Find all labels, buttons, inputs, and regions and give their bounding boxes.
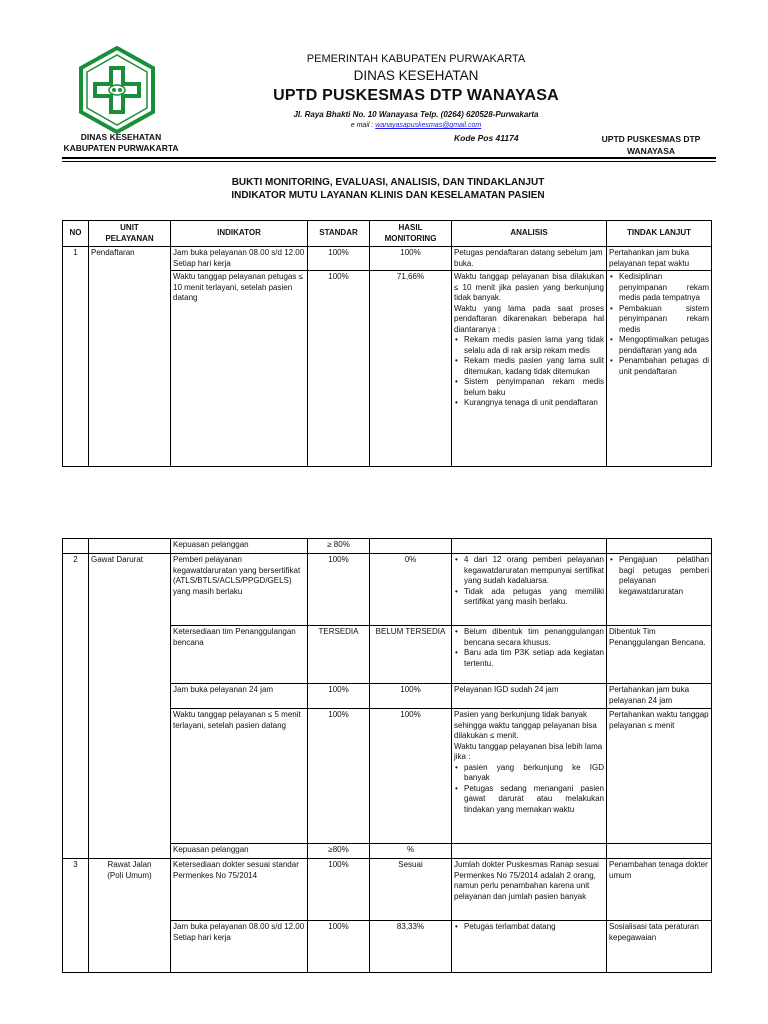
row-number: 1	[63, 247, 89, 467]
unit-line-2: (Poli Umum)	[107, 870, 152, 880]
list-item: • Penambahan petugas di unit pendaftaran	[619, 356, 709, 377]
indikator-cell: Waktu tanggap pelayanan petugas ≤ 10 menit terlayani, setelah pasien datang	[171, 271, 308, 467]
list-item: • Rekam medis pasien yang lama sulit ditemukan, kadang tidak ditemukan	[464, 356, 604, 377]
tindak-lanjut-bullet-list	[609, 272, 709, 377]
tindak-lanjut-cell	[607, 539, 712, 554]
unit-cell: Pendaftaran	[89, 247, 171, 467]
list-item: • Petugas terlambat datang	[464, 922, 604, 933]
analisis-cell: Petugas pendaftaran datang sebelum jam buka.	[452, 247, 607, 271]
logo-caption-line-1: DINAS KESEHATAN	[80, 132, 162, 142]
list-item: • Pengajuan pelatihan bagi petugas pemberi pelayanan kegawatdaruratan	[619, 555, 709, 597]
monitoring-table-part-1	[62, 220, 712, 467]
letterhead-address: Jl. Raya Bhakti No. 10 Wanayasa Telp. (0264) 620528-Purwakarta	[293, 110, 539, 119]
list-item: • 4 dari 12 orang pemberi pelayanan kegawatdaruratan mempunyai sertifikat yang sudah kadaluarsa.	[464, 555, 604, 587]
letterhead-rule-thick	[62, 157, 716, 159]
logo-caption-line-2: KABUPATEN PURWAKARTA	[63, 143, 179, 153]
analisis-paragraph: Pasien yang berkunjung tidak banyak sehingga waktu tanggap pelayanan bisa dilakukan ≤ menit.	[454, 710, 597, 740]
list-item: • pasien yang berkunjung ke IGD banyak	[464, 763, 604, 784]
standar-cell: 100%	[308, 554, 370, 626]
unit-cell	[89, 539, 171, 554]
letterhead-government: PEMERINTAH KABUPATEN PURWAKARTA	[306, 53, 526, 65]
col-header-indikator: INDIKATOR	[171, 221, 308, 247]
email-link[interactable]: wanayasapuskesmas@gmail.com	[375, 122, 482, 129]
postal-code: Kode Pos 41174	[454, 133, 519, 143]
standar-cell: ≥ 80%	[308, 539, 370, 554]
analisis-cell	[452, 539, 607, 554]
unit-cell: Gawat Darurat	[89, 554, 171, 859]
row-number: 3	[63, 859, 89, 973]
tindak-lanjut-cell: Pertahankan jam buka pelayanan 24 jam	[607, 684, 712, 709]
hasil-cell: 83,33%	[370, 921, 452, 973]
table-row	[63, 859, 712, 921]
table-header-row	[63, 221, 712, 247]
unit-line-1: Rawat Jalan	[107, 860, 152, 869]
indikator-cell: Jam buka pelayanan 24 jam	[171, 684, 308, 709]
analisis-bullet-list	[454, 627, 604, 669]
hasil-cell: Sesuai	[370, 859, 452, 921]
analisis-cell	[452, 626, 607, 684]
logo-caption	[46, 132, 196, 154]
col-header-no: NO	[63, 221, 89, 247]
letterhead-email-line	[196, 121, 636, 131]
hasil-cell: 100%	[370, 247, 452, 271]
letterhead-right-note	[596, 133, 706, 157]
right-note-line-1: UPTD PUSKESMAS DTP	[601, 134, 701, 144]
monitoring-table-part-2	[62, 538, 712, 973]
indikator-cell: Kepuasan pelanggan	[171, 539, 308, 554]
indikator-cell: Jam buka pelayanan 08.00 s/d 12.00 Setiap hari kerja	[171, 247, 308, 271]
col-header-unit-line-1: UNIT	[120, 223, 139, 232]
list-item: • Mengoptimalkan petugas pendaftaran yang ada	[619, 335, 709, 356]
table-row	[63, 539, 712, 554]
analisis-cell	[452, 921, 607, 973]
list-item: • Kedisiplinan penyimpanan rekam medis pada tempatnya	[619, 272, 709, 304]
hasil-cell: 100%	[370, 684, 452, 709]
indikator-cell: Pemberi pelayanan kegawatdaruratan yang bersertifikat (ATLS/BTLS/ACLS/PPGD/GELS) yang masih berlaku	[171, 554, 308, 626]
tindak-lanjut-cell: Dibentuk Tim Penanggulangan Bencana.	[607, 626, 712, 684]
standar-cell: 100%	[308, 271, 370, 467]
analisis-bullet-list	[454, 335, 604, 409]
tindak-lanjut-cell: Pertahankan waktu tanggap pelayanan ≤ menit	[607, 709, 712, 844]
hasil-cell	[370, 539, 452, 554]
dinas-kesehatan-logo	[78, 46, 156, 134]
standar-cell: ≥80%	[308, 844, 370, 859]
col-header-unit	[89, 221, 171, 247]
document-title-line-2: INDIKATOR MUTU LAYANAN KLINIS DAN KESELAMATAN PASIEN	[231, 190, 545, 201]
list-item: • Belum dibentuk tim penanggulangan bencana secara khusus.	[464, 627, 604, 648]
standar-cell: 100%	[308, 859, 370, 921]
document-title-line-1: BUKTI MONITORING, EVALUASI, ANALISIS, DAN TINDAKLANJUT	[231, 177, 545, 188]
unit-cell	[89, 859, 171, 973]
analisis-bullet-list	[454, 763, 604, 816]
tindak-lanjut-cell	[607, 844, 712, 859]
indikator-cell: Ketersediaan tim Penanggulangan bencana	[171, 626, 308, 684]
standar-cell: 100%	[308, 247, 370, 271]
row-number: 2	[63, 554, 89, 859]
list-item: • Rekam medis pasien lama yang tidak selalu ada di rak arsip rekam medis	[464, 335, 604, 356]
row-number	[63, 539, 89, 554]
analisis-paragraph: Waktu tanggap pelayanan bisa dilakukan ≤ 10 menit jika pasien yang berkunjung tidak banyak.	[454, 272, 604, 302]
analisis-cell	[452, 271, 607, 467]
tindak-lanjut-cell: Penambahan tenaga dokter umum	[607, 859, 712, 921]
list-item: • Tidak ada petugas yang memiliki sertifikat yang masih berlaku.	[464, 587, 604, 608]
analisis-paragraph: Waktu tanggap pelayanan bisa lebih lama jika :	[454, 741, 603, 761]
document-title	[150, 176, 626, 202]
analisis-cell: Jumlah dokter Puskesmas Ranap sesuai Permenkes No 75/2014 adalah 2 orang, namun perlu penambahan karena unit pelayanan dan jumlah pasien banyak	[452, 859, 607, 921]
letterhead-institution: UPTD PUSKESMAS DTP WANAYASA	[273, 87, 559, 104]
col-header-standar: STANDAR	[308, 221, 370, 247]
hasil-cell: 0%	[370, 554, 452, 626]
tindak-lanjut-bullet-list	[609, 555, 709, 597]
col-header-hasil-line-1: HASIL	[398, 223, 423, 232]
tindak-lanjut-cell	[607, 271, 712, 467]
list-item: • Pembakuan sistem penyimpanan rekam medis	[619, 304, 709, 336]
col-header-hasil	[370, 221, 452, 247]
hasil-cell: 100%	[370, 709, 452, 844]
standar-cell: 100%	[308, 709, 370, 844]
list-item: • Petugas sedang menangani pasien gawat darurat atau melakukan tindakan yang memakan waktu	[464, 784, 604, 816]
indikator-cell: Jam buka pelayanan 08.00 s/d 12.00 Setiap hari kerja	[171, 921, 308, 973]
col-header-tindak-lanjut: TINDAK LANJUT	[607, 221, 712, 247]
col-header-analisis: ANALISIS	[452, 221, 607, 247]
hasil-cell: %	[370, 844, 452, 859]
table-row	[63, 554, 712, 626]
standar-cell: 100%	[308, 921, 370, 973]
indikator-cell: Kepuasan pelanggan	[171, 844, 308, 859]
tindak-lanjut-cell	[607, 554, 712, 626]
email-label: e mail :	[350, 122, 376, 129]
hasil-cell: 71,66%	[370, 271, 452, 467]
analisis-paragraph: Waktu yang lama pada saat proses pendaftaran dikarenakan beberapa hal diantaranya :	[454, 303, 604, 334]
hasil-cell: BELUM TERSEDIA	[370, 626, 452, 684]
letterhead-agency: DINAS KESEHATAN	[353, 68, 479, 83]
letterhead	[196, 52, 636, 131]
col-header-hasil-line-2: MONITORING	[384, 233, 437, 243]
health-cross-logo-icon	[78, 46, 156, 134]
analisis-bullet-list	[454, 555, 604, 608]
indikator-cell: Waktu tanggap pelayanan ≤ 5 menit terlayani, setelah pasien datang	[171, 709, 308, 844]
standar-cell: 100%	[308, 684, 370, 709]
analisis-bullet-list	[454, 922, 604, 933]
analisis-cell	[452, 554, 607, 626]
indikator-cell: Ketersediaan dokter sesuai standar Permenkes No 75/2014	[171, 859, 308, 921]
analisis-cell	[452, 844, 607, 859]
list-item: • Baru ada tim P3K setiap ada kegiatan tertentu.	[464, 648, 604, 669]
analisis-cell	[452, 709, 607, 844]
tindak-lanjut-cell: Pertahankan jam buka pelayanan tepat waktu	[607, 247, 712, 271]
tindak-lanjut-cell: Sosialisasi tata peraturan kepegawaian	[607, 921, 712, 973]
col-header-unit-line-2: PELAYANAN	[105, 233, 154, 243]
list-item: • Kurangnya tenaga di unit pendaftaran	[464, 398, 604, 409]
standar-cell: TERSEDIA	[308, 626, 370, 684]
table-row	[63, 247, 712, 271]
analisis-cell: Pelayanan IGD sudah 24 jam	[452, 684, 607, 709]
right-note-line-2: WANAYASA	[626, 146, 676, 156]
letterhead-rule-thin	[62, 161, 716, 162]
list-item: • Sistem penyimpanan rekam medis belum baku	[464, 377, 604, 398]
